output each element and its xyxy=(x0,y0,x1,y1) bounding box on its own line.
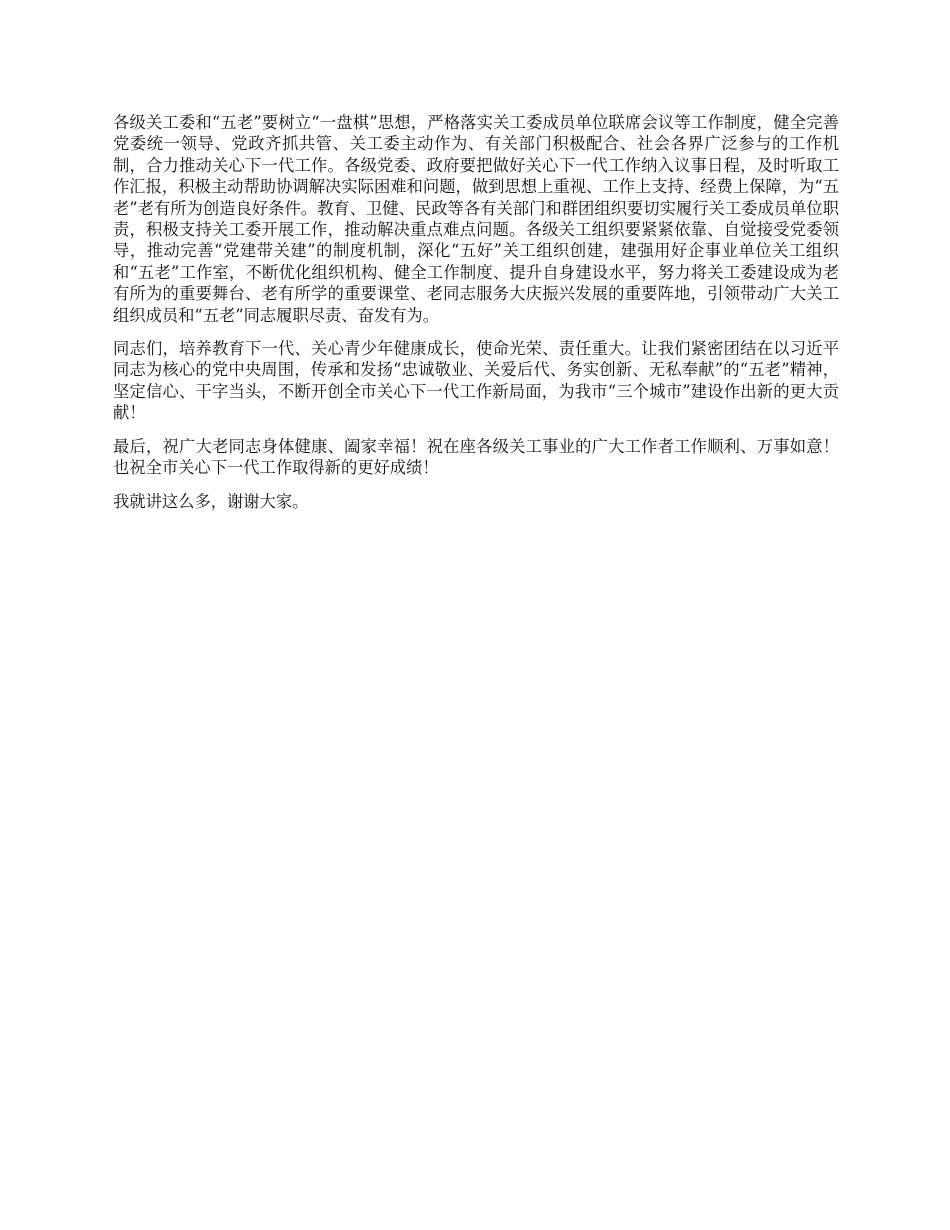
paragraph-4: 我就讲这么多，谢谢大家。 xyxy=(113,491,309,511)
document-page xyxy=(113,112,839,524)
paragraph-1: 各级关工委和“五老”要树立“一盘棋”思想，严格落实关工委成员单位联席会议等工作制度，健全完善党委统一领导、党政齐抓共管、关工委主动作为、有关部门积极配合、社会各界广泛参与的工作机制，合力推动关心下一代工作。各级党委、政府要把做好关心下一代工作纳入议事日程，及时听取工作汇报，积极主动帮助协调解决实际困难和问题，做到思想上重视、工作上支持、经费上保障，为“五老”老有所为创造良好条件。教育、卫健、民政等各有关部门和群团组织要切实履行关工委成员单位职责，积极支持关工委开展工作，推动解决重点难点问题。各级关工组织要紧紧依靠、自觉接受党委领导，推动完善“党建带关建”的制度机制，深化“五好”关工组织创建，建强用好企事业单位关工组织和“五老”工作室，不断优化组织机构、健全工作制度、提升自身建设水平，努力将关工委建设成为老有所为的重要舞台、老有所学的重要课堂、老同志服务大庆振兴发展的重要阵地，引领带动广大关工组织成员和“五老”同志履职尽责、奋发有为。 xyxy=(113,113,839,325)
paragraph-3: 最后，祝广大老同志身体健康、阖家幸福！祝在座各级关工事业的广大工作者工作顺利、万事如意！也祝全市关心下一代工作取得新的更好成绩！ xyxy=(113,436,839,478)
paragraph-2: 同志们，培养教育下一代、关心青少年健康成长，使命光荣、责任重大。让我们紧密团结在以习近平同志为核心的党中央周围，传承和发扬“忠诚敬业、关爱后代、务实创新、无私奉献”的“五老”精神，坚定信心、干字当头，不断开创全市关心下一代工作新局面，为我市“三个城市”建设作出新的更大贡献！ xyxy=(113,339,839,423)
